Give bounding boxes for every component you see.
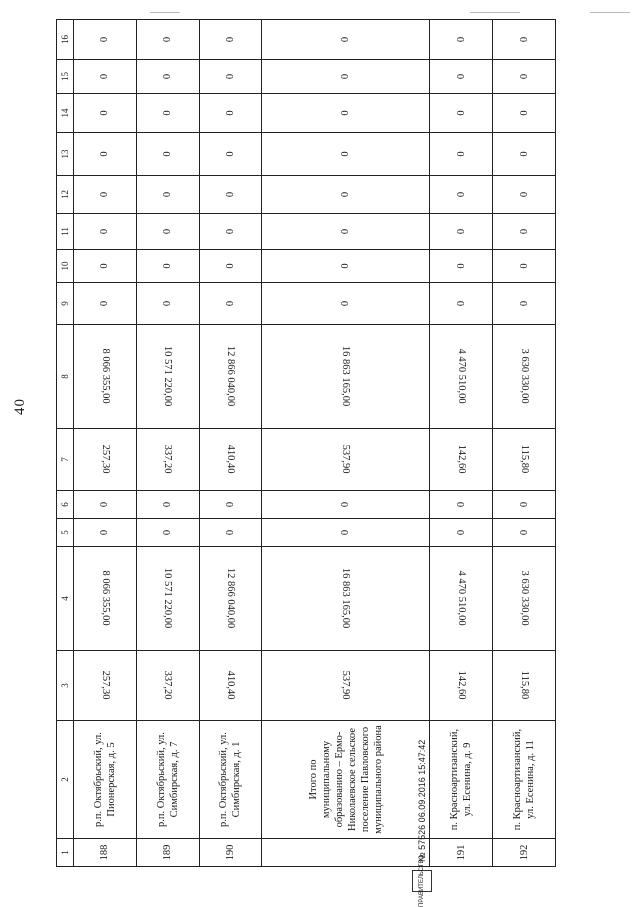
- table-row: [493, 20, 556, 867]
- value-cell-c15: 0: [493, 60, 556, 94]
- value-cell-c13: 0: [430, 133, 493, 176]
- value-cell-c13: 0: [199, 133, 262, 176]
- value-cell-c3: 257,30: [74, 651, 137, 721]
- value-cell-c9: 0: [136, 283, 199, 325]
- value-cell-c11: 0: [430, 214, 493, 250]
- row-index-cell: 188: [74, 839, 137, 867]
- value-cell-c3: 142,60: [430, 651, 493, 721]
- value-cell-c5: 0: [430, 519, 493, 547]
- value-cell-c4: 16 863 165,00: [262, 547, 430, 651]
- column-number: 9: [57, 283, 74, 325]
- value-cell-c4: 8 066 355,00: [74, 547, 137, 651]
- value-cell-c3: 410,40: [199, 651, 262, 721]
- address-cell: р.п. Октябрьский, ул. Пионерская, д. 5: [74, 721, 137, 839]
- column-number: 13: [57, 133, 74, 176]
- value-cell-c3: 115,80: [493, 651, 556, 721]
- logo-text: ПРАВИТЕЛЬСТВО: [418, 855, 425, 907]
- column-number: 15: [57, 60, 74, 94]
- value-cell-c10: 0: [493, 250, 556, 283]
- row-index-cell: 190: [199, 839, 262, 867]
- value-cell-c9: 0: [493, 283, 556, 325]
- column-number: 12: [57, 176, 74, 214]
- table-row: [199, 20, 262, 867]
- column-number: 7: [57, 429, 74, 491]
- value-cell-c13: 0: [262, 133, 430, 176]
- column-number: 4: [57, 547, 74, 651]
- address-cell: р.п. Октябрьский, ул. Симбирская, д. 1: [199, 721, 262, 839]
- value-cell-c7: 257,30: [74, 429, 137, 491]
- column-number: 3: [57, 651, 74, 721]
- data-table: [56, 19, 556, 867]
- value-cell-c14: 0: [74, 94, 137, 133]
- value-cell-c16: 0: [199, 20, 262, 60]
- document-reference: № 57526 06.09.2016 15:47:42: [417, 739, 427, 862]
- value-cell-c14: 0: [136, 94, 199, 133]
- column-number: 5: [57, 519, 74, 547]
- value-cell-c8: 12 866 040,00: [199, 325, 262, 429]
- value-cell-c12: 0: [199, 176, 262, 214]
- column-number: 2: [57, 721, 74, 839]
- rotated-table-frame: [56, 20, 556, 867]
- row-index-cell: 192: [493, 839, 556, 867]
- value-cell-c14: 0: [493, 94, 556, 133]
- column-number: 16: [57, 20, 74, 60]
- value-cell-c4: 4 470 510,00: [430, 547, 493, 651]
- value-cell-c5: 0: [199, 519, 262, 547]
- address-cell: п. Красноартизанский, ул. Есенина, д. 11: [493, 721, 556, 839]
- value-cell-c11: 0: [199, 214, 262, 250]
- table-row: [430, 20, 493, 867]
- value-cell-c16: 0: [262, 20, 430, 60]
- value-cell-c6: 0: [493, 491, 556, 519]
- value-cell-c14: 0: [430, 94, 493, 133]
- column-number: 1: [57, 839, 74, 867]
- value-cell-c9: 0: [199, 283, 262, 325]
- row-index-cell: 189: [136, 839, 199, 867]
- value-cell-c4: 3 630 330,00: [493, 547, 556, 651]
- value-cell-c13: 0: [136, 133, 199, 176]
- address-cell: р.п. Октябрьский, ул. Симбирская, д. 7: [136, 721, 199, 839]
- value-cell-c9: 0: [262, 283, 430, 325]
- value-cell-c16: 0: [136, 20, 199, 60]
- value-cell-c11: 0: [136, 214, 199, 250]
- table-row: [136, 20, 199, 867]
- value-cell-c5: 0: [493, 519, 556, 547]
- value-cell-c3: 337,20: [136, 651, 199, 721]
- value-cell-c12: 0: [430, 176, 493, 214]
- value-cell-c5: 0: [136, 519, 199, 547]
- value-cell-c15: 0: [136, 60, 199, 94]
- column-number-row: [57, 20, 74, 867]
- column-number: 14: [57, 94, 74, 133]
- table-body: [74, 20, 556, 867]
- value-cell-c7: 410,40: [199, 429, 262, 491]
- column-number: 8: [57, 325, 74, 429]
- value-cell-c15: 0: [74, 60, 137, 94]
- value-cell-c10: 0: [199, 250, 262, 283]
- table-row: [262, 20, 430, 867]
- column-number: 10: [57, 250, 74, 283]
- value-cell-c15: 0: [430, 60, 493, 94]
- table-row: [74, 20, 137, 867]
- value-cell-c8: 4 470 510,00: [430, 325, 493, 429]
- government-logo: [412, 855, 432, 907]
- value-cell-c8: 10 571 220,00: [136, 325, 199, 429]
- page-number: 40: [12, 398, 28, 415]
- value-cell-c8: 16 863 165,00: [262, 325, 430, 429]
- value-cell-c11: 0: [493, 214, 556, 250]
- value-cell-c16: 0: [74, 20, 137, 60]
- value-cell-c6: 0: [74, 491, 137, 519]
- value-cell-c8: 3 630 330,00: [493, 325, 556, 429]
- address-cell: Итого по муниципальному образованию – Ермо-Николаевское сельское поселение Павловского муниципального района: [262, 721, 430, 839]
- value-cell-c3: 537,90: [262, 651, 430, 721]
- scan-artifact: [470, 12, 520, 13]
- value-cell-c12: 0: [136, 176, 199, 214]
- footer-stamp: [412, 739, 432, 907]
- value-cell-c5: 0: [262, 519, 430, 547]
- value-cell-c9: 0: [74, 283, 137, 325]
- scan-artifact: [150, 12, 180, 13]
- value-cell-c6: 0: [262, 491, 430, 519]
- scan-artifact: [590, 12, 630, 13]
- column-number: 11: [57, 214, 74, 250]
- table-container: [56, 20, 556, 867]
- value-cell-c13: 0: [493, 133, 556, 176]
- value-cell-c7: 537,90: [262, 429, 430, 491]
- value-cell-c14: 0: [199, 94, 262, 133]
- column-number: 6: [57, 491, 74, 519]
- value-cell-c12: 0: [262, 176, 430, 214]
- value-cell-c14: 0: [262, 94, 430, 133]
- value-cell-c12: 0: [493, 176, 556, 214]
- value-cell-c9: 0: [430, 283, 493, 325]
- value-cell-c7: 142,60: [430, 429, 493, 491]
- value-cell-c13: 0: [74, 133, 137, 176]
- row-index-cell: 191: [430, 839, 493, 867]
- value-cell-c15: 0: [199, 60, 262, 94]
- row-index-cell: [262, 839, 430, 867]
- value-cell-c4: 12 866 040,00: [199, 547, 262, 651]
- value-cell-c11: 0: [74, 214, 137, 250]
- value-cell-c7: 337,20: [136, 429, 199, 491]
- value-cell-c5: 0: [74, 519, 137, 547]
- value-cell-c10: 0: [74, 250, 137, 283]
- value-cell-c11: 0: [262, 214, 430, 250]
- value-cell-c16: 0: [493, 20, 556, 60]
- value-cell-c15: 0: [262, 60, 430, 94]
- value-cell-c10: 0: [136, 250, 199, 283]
- value-cell-c6: 0: [136, 491, 199, 519]
- address-cell: п. Красноартизанский, ул. Есенина, д. 9: [430, 721, 493, 839]
- value-cell-c4: 10 571 220,00: [136, 547, 199, 651]
- value-cell-c10: 0: [430, 250, 493, 283]
- value-cell-c16: 0: [430, 20, 493, 60]
- value-cell-c6: 0: [430, 491, 493, 519]
- value-cell-c10: 0: [262, 250, 430, 283]
- value-cell-c6: 0: [199, 491, 262, 519]
- value-cell-c8: 8 066 355,00: [74, 325, 137, 429]
- value-cell-c7: 115,80: [493, 429, 556, 491]
- value-cell-c12: 0: [74, 176, 137, 214]
